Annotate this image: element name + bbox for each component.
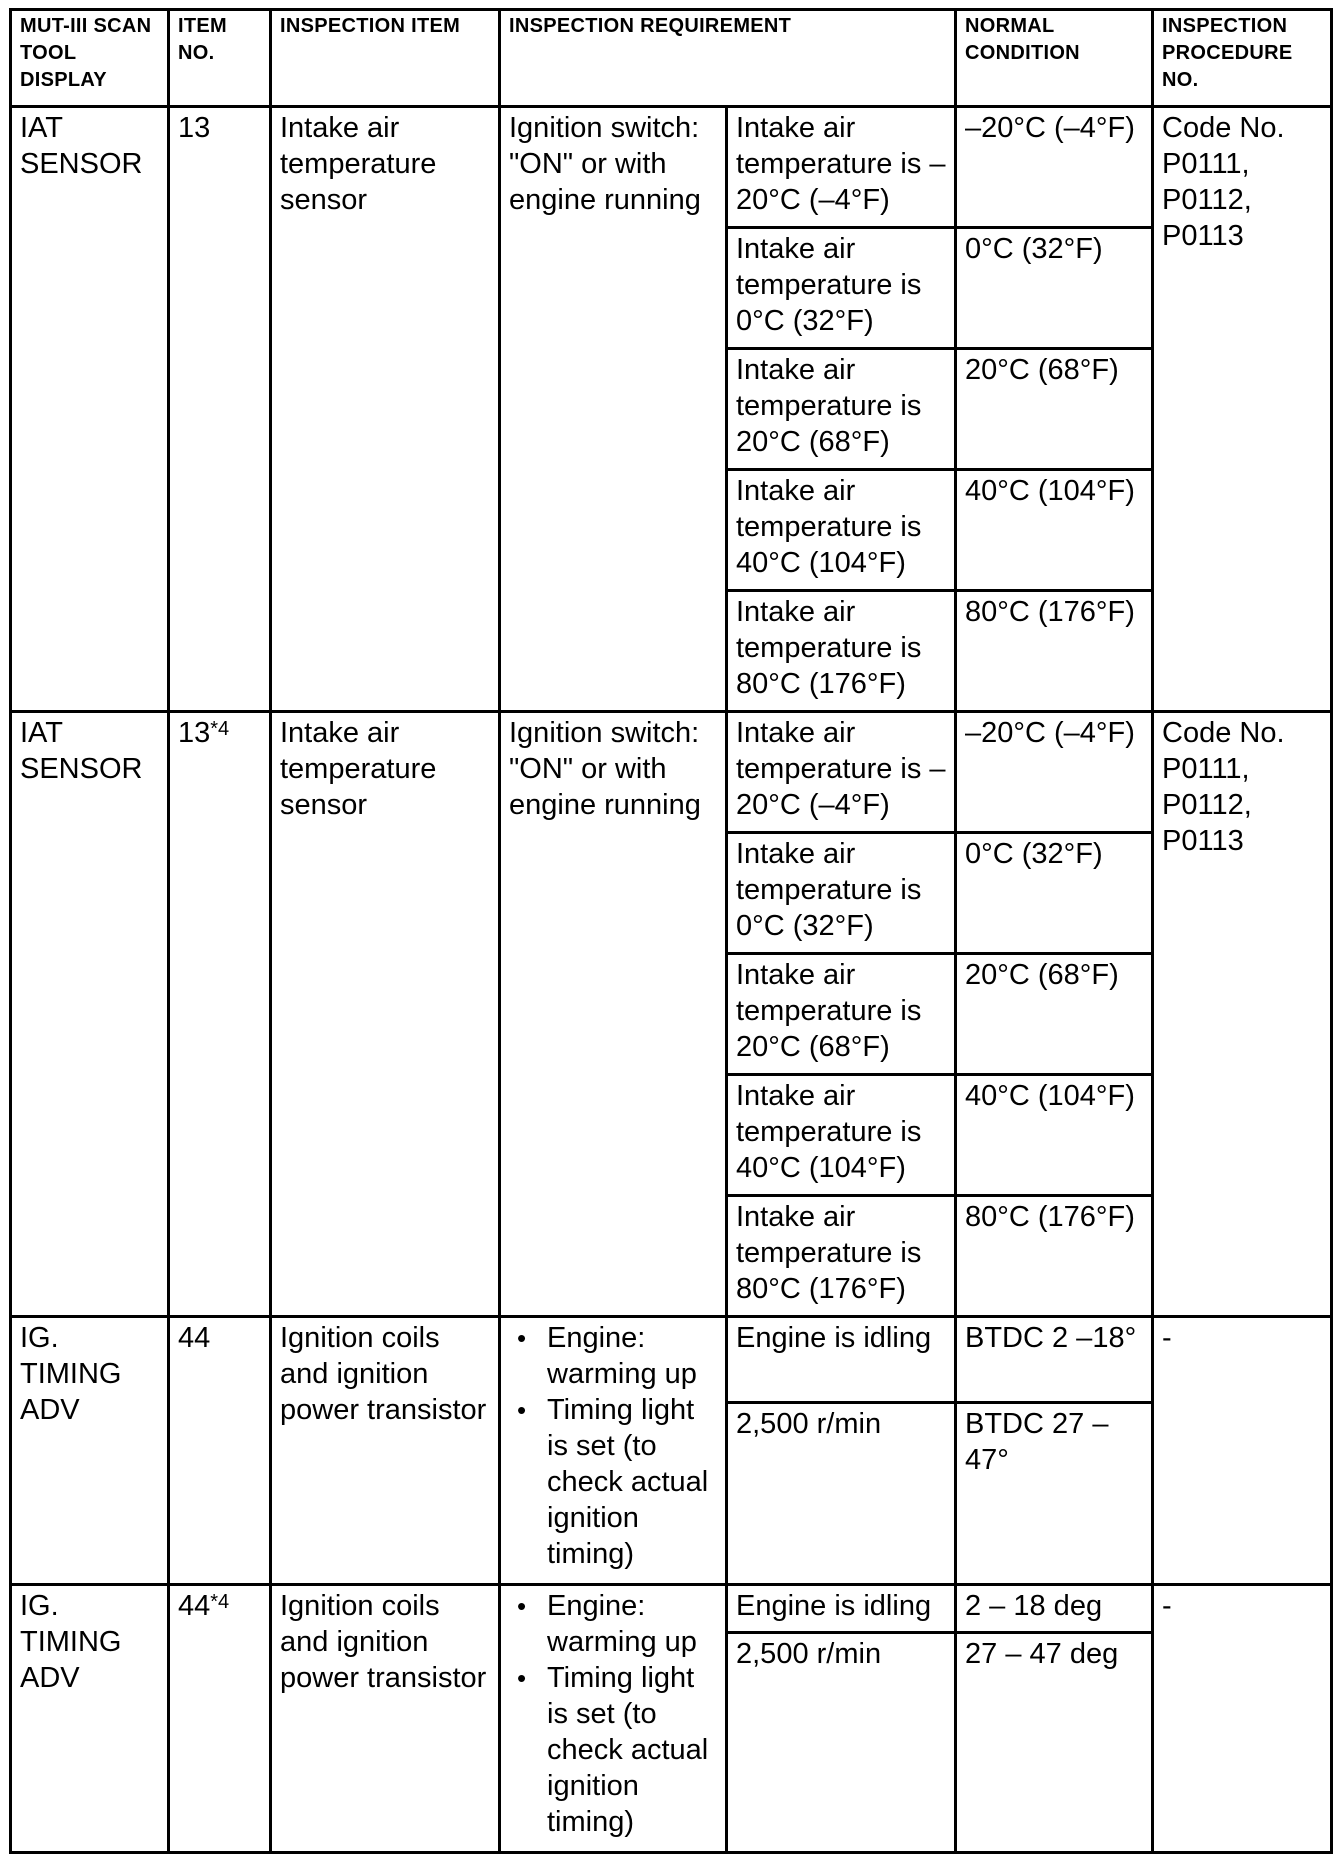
condition-requirement: Intake air temperature is 40°C (104°F)	[727, 470, 956, 591]
procedure-cell: -	[1153, 1317, 1332, 1585]
display-cell: IAT SENSOR	[11, 712, 169, 1317]
normal-condition: 40°C (104°F)	[956, 470, 1153, 591]
condition-requirement: Intake air temperature is 20°C (68°F)	[727, 954, 956, 1075]
procedure-cell: Code No. P0111, P0112, P0113	[1153, 107, 1332, 712]
display-cell: IG. TIMING ADV	[11, 1585, 169, 1853]
requirement-bullet: • Timing light is set (to check actual ignition timing)	[547, 1660, 717, 1840]
normal-condition: 27 – 47 deg	[956, 1633, 1153, 1853]
display-cell: IAT SENSOR	[11, 107, 169, 712]
requirement-cell	[500, 1317, 727, 1585]
inspection-item-cell: Intake air temperature sensor	[271, 107, 500, 712]
normal-condition: 2 – 18 deg	[956, 1585, 1153, 1633]
normal-condition: –20°C (–4°F)	[956, 712, 1153, 833]
requirement-bullet: • Engine: warming up	[547, 1320, 717, 1392]
item-footnote-mark: *4	[210, 1591, 230, 1613]
table-row	[11, 1585, 1332, 1633]
normal-condition: 80°C (176°F)	[956, 591, 1153, 712]
header-inspection-requirement: INSPECTION REQUIREMENT	[500, 10, 956, 107]
condition-requirement: Engine is idling	[727, 1585, 956, 1633]
requirement-cell	[500, 1585, 727, 1853]
normal-condition: 40°C (104°F)	[956, 1075, 1153, 1196]
requirement-list	[509, 1320, 717, 1572]
requirement-bullet: • Timing light is set (to check actual ignition timing)	[547, 1392, 717, 1572]
condition-requirement: Intake air temperature is –20°C (–4°F)	[727, 712, 956, 833]
header-row	[11, 10, 1332, 107]
table-row	[11, 1317, 1332, 1403]
condition-requirement: Engine is idling	[727, 1317, 956, 1403]
item-no: 13	[178, 112, 211, 144]
header-procedure-no: INSPECTION PROCEDURE NO.	[1153, 10, 1332, 107]
requirement-cell: Ignition switch: "ON" or with engine running	[500, 107, 727, 712]
item-no: 13	[178, 717, 211, 749]
condition-requirement: Intake air temperature is 0°C (32°F)	[727, 228, 956, 349]
normal-condition: 0°C (32°F)	[956, 228, 1153, 349]
inspection-item-cell: Ignition coils and ignition power transistor	[271, 1317, 500, 1585]
table-row	[11, 107, 1332, 228]
header-display: MUT-III SCAN TOOL DISPLAY	[11, 10, 169, 107]
requirement-list	[509, 1588, 717, 1840]
inspection-item-cell: Ignition coils and ignition power transistor	[271, 1585, 500, 1853]
display-cell: IG. TIMING ADV	[11, 1317, 169, 1585]
item-no-cell	[169, 107, 271, 712]
header-normal-condition: NORMAL CONDITION	[956, 10, 1153, 107]
condition-requirement: Intake air temperature is 40°C (104°F)	[727, 1075, 956, 1196]
requirement-bullet: • Engine: warming up	[547, 1588, 717, 1660]
condition-requirement: 2,500 r/min	[727, 1633, 956, 1853]
procedure-cell: Code No. P0111, P0112, P0113	[1153, 712, 1332, 1317]
condition-requirement: Intake air temperature is 80°C (176°F)	[727, 1196, 956, 1317]
item-no: 44	[178, 1322, 211, 1354]
normal-condition: 80°C (176°F)	[956, 1196, 1153, 1317]
normal-condition: BTDC 27 – 47°	[956, 1403, 1153, 1585]
item-no-cell	[169, 1317, 271, 1585]
normal-condition: 20°C (68°F)	[956, 954, 1153, 1075]
inspection-table	[9, 8, 1333, 1854]
inspection-item-cell: Intake air temperature sensor	[271, 712, 500, 1317]
item-no-cell	[169, 1585, 271, 1853]
condition-requirement: Intake air temperature is 20°C (68°F)	[727, 349, 956, 470]
normal-condition: 0°C (32°F)	[956, 833, 1153, 954]
table-row	[11, 712, 1332, 833]
header-item-no: ITEM NO.	[169, 10, 271, 107]
requirement-cell: Ignition switch: "ON" or with engine running	[500, 712, 727, 1317]
normal-condition: BTDC 2 –18°	[956, 1317, 1153, 1403]
normal-condition: –20°C (–4°F)	[956, 107, 1153, 228]
condition-requirement: 2,500 r/min	[727, 1403, 956, 1585]
header-inspection-item: INSPECTION ITEM	[271, 10, 500, 107]
item-footnote-mark: *4	[210, 718, 230, 740]
condition-requirement: Intake air temperature is –20°C (–4°F)	[727, 107, 956, 228]
item-no-cell	[169, 712, 271, 1317]
normal-condition: 20°C (68°F)	[956, 349, 1153, 470]
condition-requirement: Intake air temperature is 0°C (32°F)	[727, 833, 956, 954]
condition-requirement: Intake air temperature is 80°C (176°F)	[727, 591, 956, 712]
item-no: 44	[178, 1590, 211, 1622]
procedure-cell: -	[1153, 1585, 1332, 1853]
